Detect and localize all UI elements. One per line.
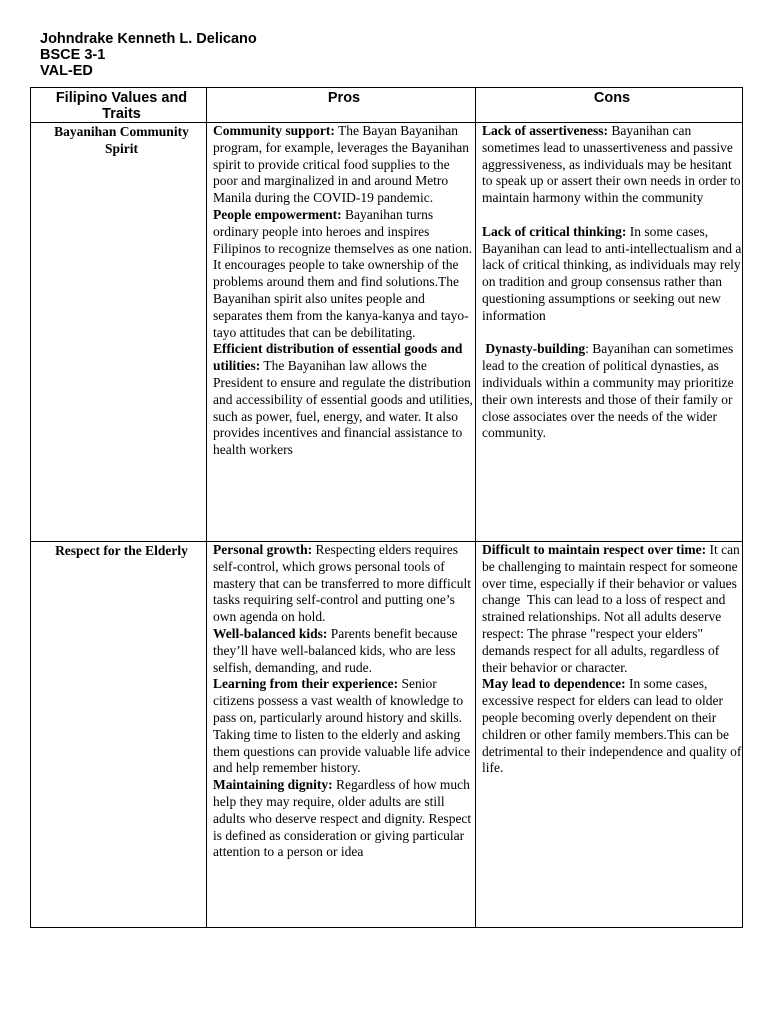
- pro-text: Regardless of how much help they may require, older adults are still adults who deserve respect and dignity. Respect is defined as consideration or giving particular attention to a person or idea: [213, 777, 472, 860]
- values-table: [30, 87, 743, 928]
- con-title: May lead to dependence:: [482, 676, 626, 692]
- pro-title: Learning from their experience:: [213, 676, 399, 692]
- con-title: Difficult to maintain respect over time:: [482, 542, 707, 557]
- con-text: Bayanihan can sometimes lead to unassertiveness and passive aggressiveness, as individuals may be hesitant to speak up or assert their own needs in order to maintain harmony within the community: [482, 123, 741, 206]
- student-section: BSCE 3-1: [40, 47, 106, 63]
- cons-cell: [476, 123, 743, 542]
- pro-item: [213, 341, 475, 459]
- pro-title: Community support:: [213, 123, 335, 138]
- con-item: [482, 123, 742, 207]
- pro-title: Well-balanced kids:: [213, 625, 328, 641]
- header-cons: Cons: [476, 88, 743, 123]
- con-text: In some cases, Bayanihan can lead to anti-intellectualism and a lack of critical thinking, as individuals may rely on tradition and group consensus rather than questioning assumptions or seeking out new information: [482, 223, 742, 323]
- pro-title: Efficient distribution of essential goods and utilities:: [213, 341, 463, 374]
- pro-item: [213, 207, 475, 341]
- pro-text: The Bayanihan law allows the President to ensure and regulate the distribution and accessibility of essential goods and utilities, such as power, fuel, energy, and water. It also provides incentives and financial assistance to health workers: [213, 358, 473, 458]
- trait-cell: Bayanihan Community Spirit: [31, 123, 207, 542]
- header-pros: Pros: [207, 88, 476, 123]
- pros-cell: [207, 542, 476, 928]
- pro-title: Personal growth:: [213, 542, 313, 557]
- pro-item: [213, 123, 475, 207]
- pro-item: [213, 777, 475, 861]
- header-traits: Filipino Values and Traits: [31, 88, 207, 123]
- pro-item: [213, 542, 475, 626]
- con-title: Lack of critical thinking:: [482, 223, 627, 239]
- con-item: [482, 676, 742, 777]
- pro-title: People empowerment:: [213, 206, 342, 222]
- con-item: [482, 224, 742, 325]
- subject-code: VAL-ED: [40, 63, 93, 79]
- con-item: [482, 542, 742, 676]
- document-header: [40, 31, 257, 79]
- pro-title: Maintaining dignity:: [213, 777, 333, 793]
- table-row: [31, 542, 743, 928]
- con-text: In some cases, excessive respect for elders can lead to older people becoming overly dependent on their children or other family members.This can be detrimental to their independence and quality of life.: [482, 676, 742, 776]
- con-title: Lack of assertiveness:: [482, 123, 608, 138]
- con-text: : Bayanihan can sometimes lead to the creation of political dynasties, as individuals within a community may prioritize their own interests and those of their family or close associates over the needs of the wider community.: [482, 341, 734, 441]
- con-text: It can be challenging to maintain respect for someone over time, especially if their behavior or values change This can lead to a loss of respect and strained relationships. Not all adults deserve respect: The phrase "respect your elders" demands respect for all adults, regardless of their behavior or character.: [482, 542, 744, 675]
- table-header-row: [31, 88, 743, 123]
- pro-text: Bayanihan turns ordinary people into heroes and inspires Filipinos to recognize themselves as one nation. It encourages people to take ownership of the problems around them and find solutions.The Bayanihan spirit also unites people and separates them from the kanya-kanya and tayo-tayo attitudes that can be debilitating.: [213, 206, 473, 340]
- trait-cell: Respect for the Elderly: [31, 542, 207, 928]
- cons-cell: [476, 542, 743, 928]
- pro-item: [213, 626, 475, 676]
- table-row: [31, 123, 743, 542]
- con-title: Dynasty-building: [482, 341, 586, 357]
- pro-text: The Bayan Bayanihan program, for example, leverages the Bayanihan spirit to provide critical food supplies to the poor and marginalized in and around Metro Manila during the COVID-19 pandemic.: [213, 123, 470, 206]
- con-item: [482, 341, 742, 442]
- pro-text: Respecting elders requires self-control, which grows personal tools of mastery that can be transferred to more difficult tasks requiring self-control and putting one’s own agenda on hold.: [213, 542, 472, 625]
- pro-text: Parents benefit because they’ll have well-balanced kids, who are less selfish, demanding, and rude.: [213, 625, 458, 675]
- pros-cell: [207, 123, 476, 542]
- pro-text: Senior citizens possess a vast wealth of knowledge to pass on, particularly around history and skills. Taking time to listen to the elderly and asking them questions can provide valuable life advice and help remember history.: [213, 676, 471, 776]
- student-name: Johndrake Kenneth L. Delicano: [40, 31, 257, 47]
- pro-item: [213, 676, 475, 777]
